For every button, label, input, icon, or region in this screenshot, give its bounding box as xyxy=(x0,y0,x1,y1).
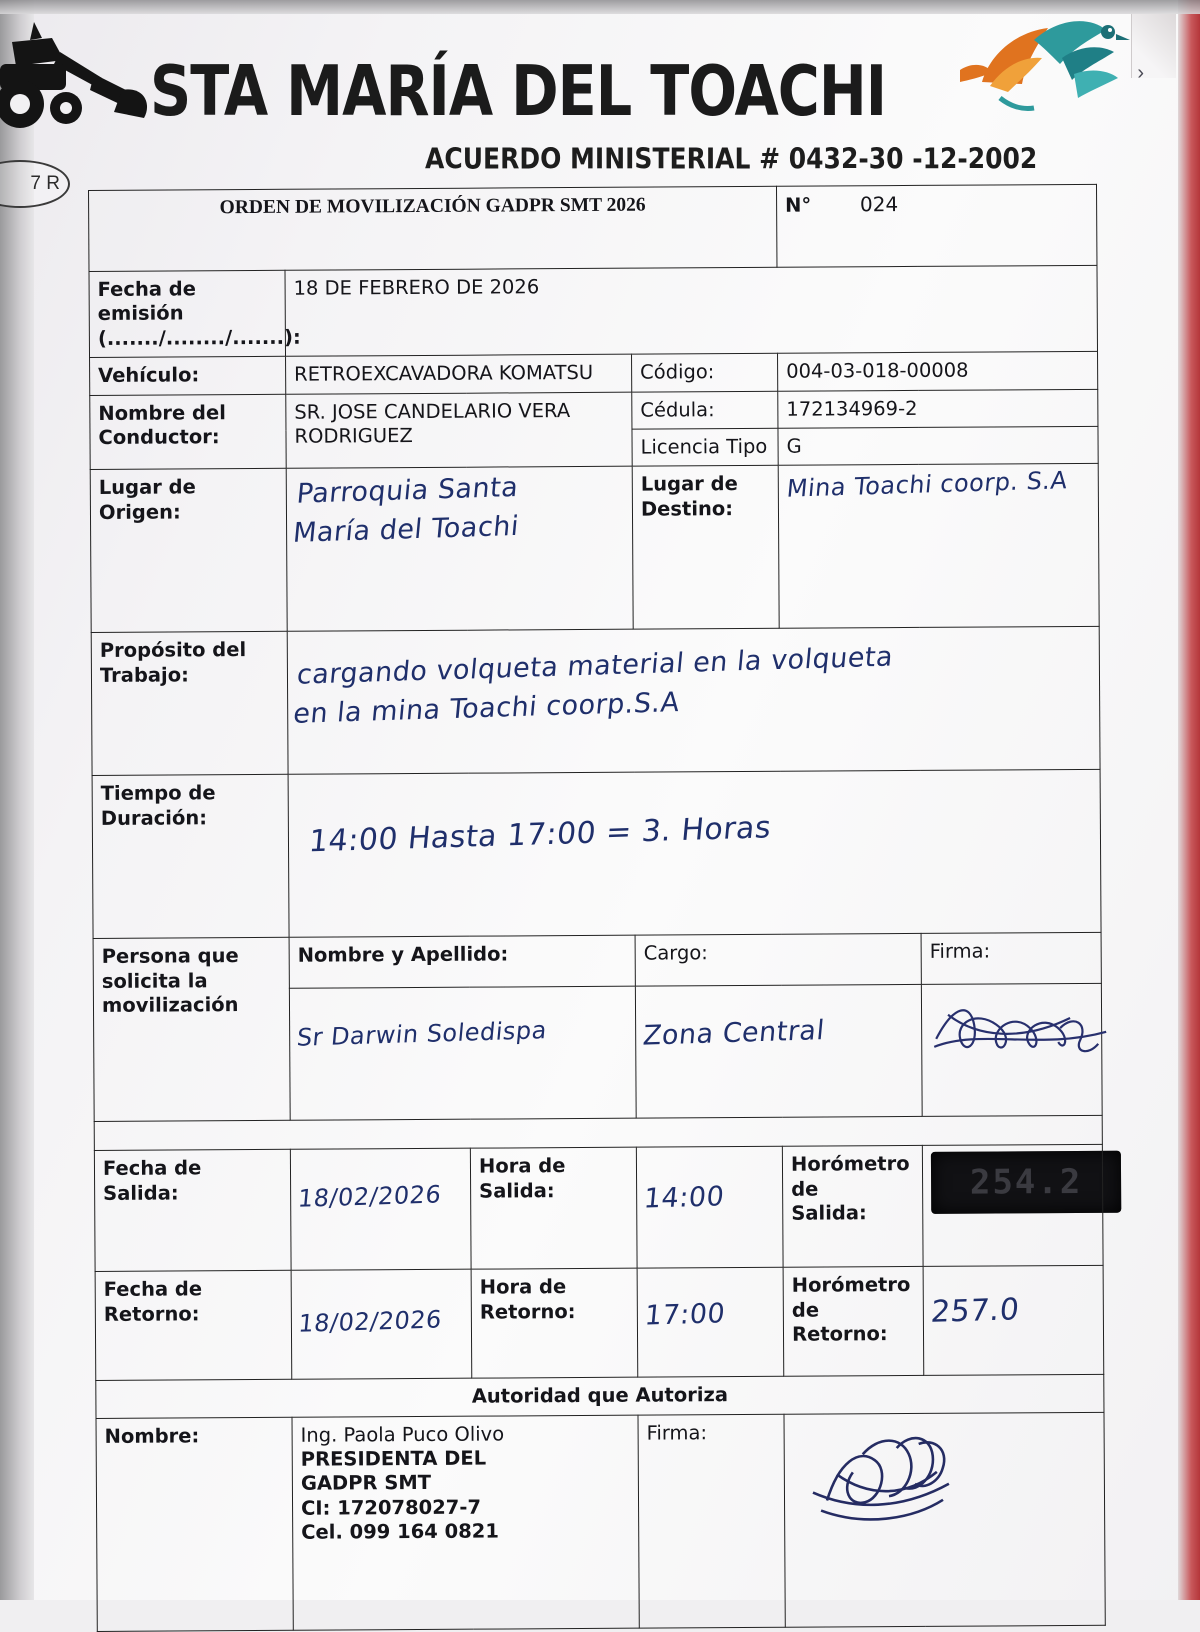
order-number-cell xyxy=(777,184,1097,267)
license-value: G xyxy=(778,426,1098,465)
photo-left-edge xyxy=(0,0,34,1600)
code-label: Código: xyxy=(632,353,778,391)
requester-role-cell xyxy=(635,985,922,1119)
departure-date-cell xyxy=(290,1148,471,1270)
purpose-value: cargando volqueta material en la volqueta en la mina Toachi coorp.S.A xyxy=(291,641,895,731)
authority-name-line5: Cel. 099 164 0821 xyxy=(301,1519,499,1544)
destination-value-cell xyxy=(778,464,1099,629)
authority-name-line3: GADPR SMT xyxy=(300,1471,432,1496)
destination-value: Mina Toachi coorp. S.A xyxy=(785,466,1069,504)
hummingbird-icon xyxy=(930,6,1130,126)
requester-signature-cell xyxy=(921,983,1102,1116)
driver-value: SR. JOSE CANDELARIO VERA RODRIGUEZ xyxy=(286,392,632,469)
return-date-label: Fecha de Retorno: xyxy=(95,1271,292,1381)
origin-value: Parroquia Santa María del Toachi xyxy=(291,472,521,550)
page-stamp: 7 R xyxy=(0,160,70,208)
requester-role-label: Cargo: xyxy=(635,934,921,987)
purpose-value-cell xyxy=(287,627,1100,775)
return-row xyxy=(95,1266,1104,1381)
origin-destination-row xyxy=(90,464,1099,633)
page-title: ORDEN DE MOVILIZACIÓN GADPR SMT 2026 xyxy=(89,186,778,271)
return-time-cell xyxy=(637,1268,784,1378)
organization-title: STA MARÍA DEL TOACHI xyxy=(150,50,887,132)
requester-header-row xyxy=(93,933,1101,990)
departure-time-value: 14:00 xyxy=(642,1181,726,1215)
destination-label: Lugar de Destino: xyxy=(632,466,779,630)
authority-signature-cell xyxy=(784,1412,1105,1627)
return-time-label: Hora de Retorno: xyxy=(471,1268,638,1378)
id-value: 172134969-2 xyxy=(778,389,1098,428)
driver-label: Nombre del Conductor: xyxy=(90,394,286,470)
authority-band: Autoridad que Autoriza xyxy=(96,1375,1104,1419)
departure-hourmeter-label: Horómetro de Salida: xyxy=(782,1146,923,1268)
ministerial-agreement: ACUERDO MINISTERIAL # 0432-30 -12-2002 xyxy=(425,142,1038,176)
return-time-value: 17:00 xyxy=(643,1298,727,1332)
mobilization-order-form xyxy=(88,184,1106,1632)
authority-signature xyxy=(793,1418,1097,1570)
order-number-label: N° xyxy=(785,193,812,217)
purpose-label: Propósito del Trabajo: xyxy=(91,632,288,776)
emission-label: Fecha de emisión (......./......../.......): xyxy=(89,270,286,357)
vehicle-value: RETROEXCAVADORA KOMATSU xyxy=(286,354,632,393)
requester-name-label: Nombre y Apellido: xyxy=(289,935,635,988)
requester-role-value: Zona Central xyxy=(641,1015,826,1052)
departure-time-cell xyxy=(636,1147,783,1269)
vehicle-label: Vehículo: xyxy=(90,356,286,395)
requester-sign-label: Firma: xyxy=(921,933,1101,985)
authority-name-line4: CI: 172078027-7 xyxy=(300,1495,482,1520)
departure-date-value: 18/02/2026 xyxy=(296,1180,443,1214)
license-label: Licencia Tipo xyxy=(632,428,778,466)
driver-row xyxy=(90,389,1098,433)
authority-row xyxy=(96,1412,1105,1631)
authority-band-row xyxy=(96,1375,1104,1419)
photo-right-edge xyxy=(1178,0,1200,1600)
excavator-icon xyxy=(0,8,154,148)
departure-hourmeter-cell xyxy=(922,1145,1103,1267)
requester-name-value: Sr Darwin Soledispa xyxy=(295,1016,549,1052)
order-number-value: 024 xyxy=(859,192,899,217)
id-label: Cédula: xyxy=(632,391,778,429)
duration-label: Tiempo de Duración: xyxy=(92,775,289,939)
duration-value-cell xyxy=(288,770,1101,938)
emission-row xyxy=(89,265,1098,357)
duration-value: 14:00 Hasta 17:00 = 3. Horas xyxy=(307,810,773,860)
departure-hourmeter-value: 254.2 xyxy=(931,1151,1121,1214)
origin-label: Lugar de Origen: xyxy=(90,469,287,633)
requester-label: Persona que solicita la movilización xyxy=(93,938,290,1122)
pen-mark: › xyxy=(1137,62,1144,84)
emission-value: 18 DE FEBRERO DE 2026 xyxy=(285,265,1098,356)
code-value: 004-03-018-00008 xyxy=(778,351,1098,390)
departure-date-label: Fecha de Salida: xyxy=(94,1150,291,1272)
duration-row xyxy=(92,770,1101,939)
requester-signature xyxy=(930,990,1094,1075)
return-hourmeter-cell xyxy=(923,1266,1104,1376)
authority-sign-label: Firma: xyxy=(638,1414,785,1628)
authority-name-line1: Ing. Paola Puco Olivo xyxy=(300,1422,505,1447)
requester-name-cell xyxy=(289,986,636,1120)
authority-name-label: Nombre: xyxy=(96,1417,293,1631)
return-hourmeter-value: 257.0 xyxy=(929,1292,1022,1331)
departure-row xyxy=(94,1145,1103,1272)
authority-name-line2: PRESIDENTA DEL xyxy=(300,1446,487,1471)
origin-value-cell xyxy=(286,466,633,631)
departure-time-label: Hora de Salida: xyxy=(470,1147,637,1269)
authority-name-block xyxy=(292,1415,639,1630)
return-date-cell xyxy=(291,1269,472,1379)
form-title-row xyxy=(89,184,1098,271)
vehicle-row xyxy=(90,351,1098,395)
return-date-value: 18/02/2026 xyxy=(297,1305,444,1339)
purpose-row xyxy=(91,627,1100,776)
return-hourmeter-label: Horómetro de Retorno: xyxy=(783,1267,924,1377)
